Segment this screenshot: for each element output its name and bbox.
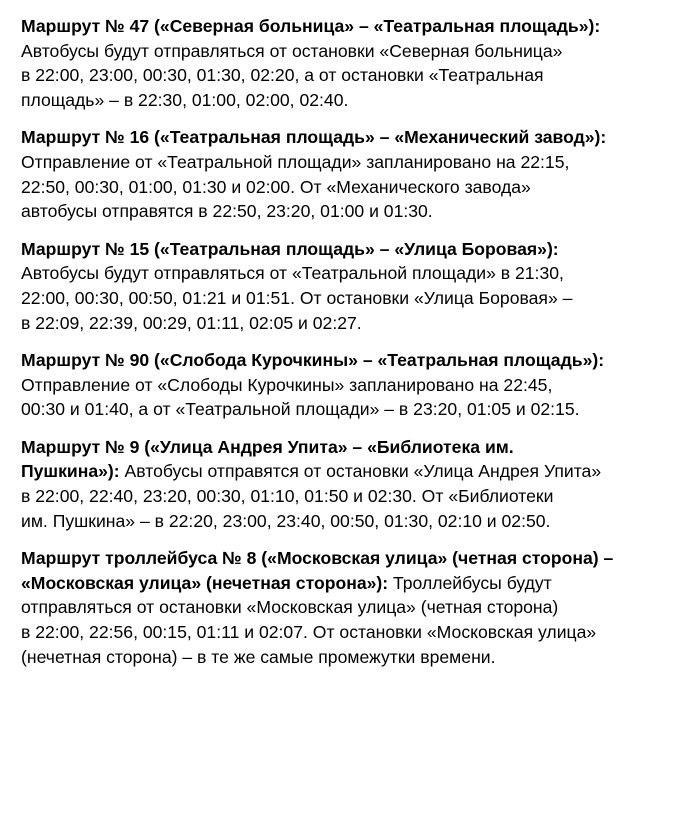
route-text-line: в 22:00, 22:56, 00:15, 01:11 и 02:07. От остановки «Московская улица» <box>21 621 597 642</box>
route-text-line: отправляться от остановки «Московская улица» (четная сторона) <box>21 597 559 618</box>
route-text-inline: Автобусы отправятся от остановки «Улица Андрея Упита» <box>119 461 602 482</box>
route-text-line: в 22:09, 22:39, 00:29, 01:11, 02:05 и 02:27. <box>21 312 362 333</box>
route-text-line: 22:50, 00:30, 01:00, 01:30 и 02:00. От «Механического завода» <box>21 176 531 197</box>
route-text-line: автобусы отправятся в 22:50, 23:20, 01:00 и 01:30. <box>21 201 433 222</box>
route-text-inline: Троллейбусы будут <box>388 572 552 593</box>
route-text-line: площадь» – в 22:30, 01:00, 02:00, 02:40. <box>21 90 349 111</box>
route-text-line: Отправление от «Театральной площади» запланировано на 22:15, <box>21 152 570 173</box>
route-text-line: Автобусы будут отправляться от «Театральной площади» в 21:30, <box>21 263 564 284</box>
route-9 <box>21 435 690 534</box>
route-text-line: Автобусы будут отправляться от остановки «Северная больница» <box>21 40 563 61</box>
route-title: «Московская улица» (нечетная сторона»): <box>21 572 389 593</box>
route-title-continuation <box>21 571 690 596</box>
route-title: Маршрут № 47 («Северная больница» – «Театральная площадь»): <box>21 16 601 36</box>
route-text-line: (нечетная сторона) – в те же самые промежутки времени. <box>21 646 496 667</box>
route-title: Маршрут № 16 («Театральная площадь» – «Механический завод»): <box>21 127 607 148</box>
route-title: Маршрут № 90 («Слобода Курочкины» – «Театральная площадь»): <box>21 349 605 370</box>
route-title: Маршрут № 9 («Улица Андрея Упита» – «Библиотека им. <box>21 436 514 457</box>
route-title: Пушкина»): <box>21 461 120 482</box>
route-15 <box>21 237 690 336</box>
route-title: Маршрут троллейбуса № 8 («Московская улица» (четная сторона) – <box>21 547 614 568</box>
route-text-line: 00:30 и 01:40, а от «Театральной площади» – в 23:20, 01:05 и 02:15. <box>21 399 580 420</box>
route-text-line: в 22:00, 22:40, 23:20, 00:30, 01:10, 01:50 и 02:30. От «Библиотеки <box>21 485 554 506</box>
route-text-line: им. Пушкина» – в 22:20, 23:00, 23:40, 00:50, 01:30, 02:10 и 02:50. <box>21 510 551 531</box>
route-text-line: в 22:00, 23:00, 00:30, 01:30, 02:20, а от остановки «Театральная <box>21 65 544 86</box>
route-text-line: Отправление от «Слободы Курочкины» запланировано на 22:45, <box>21 374 553 395</box>
route-90 <box>21 348 690 422</box>
route-47 <box>21 14 690 113</box>
route-title-continuation <box>21 459 690 484</box>
route-16 <box>21 125 690 224</box>
route-title: Маршрут № 15 («Театральная площадь» – «Улица Боровая»): <box>21 238 559 259</box>
route-text-line: 22:00, 00:30, 00:50, 01:21 и 01:51. От остановки «Улица Боровая» – <box>21 288 573 309</box>
route-trolleybus-8 <box>21 546 690 670</box>
